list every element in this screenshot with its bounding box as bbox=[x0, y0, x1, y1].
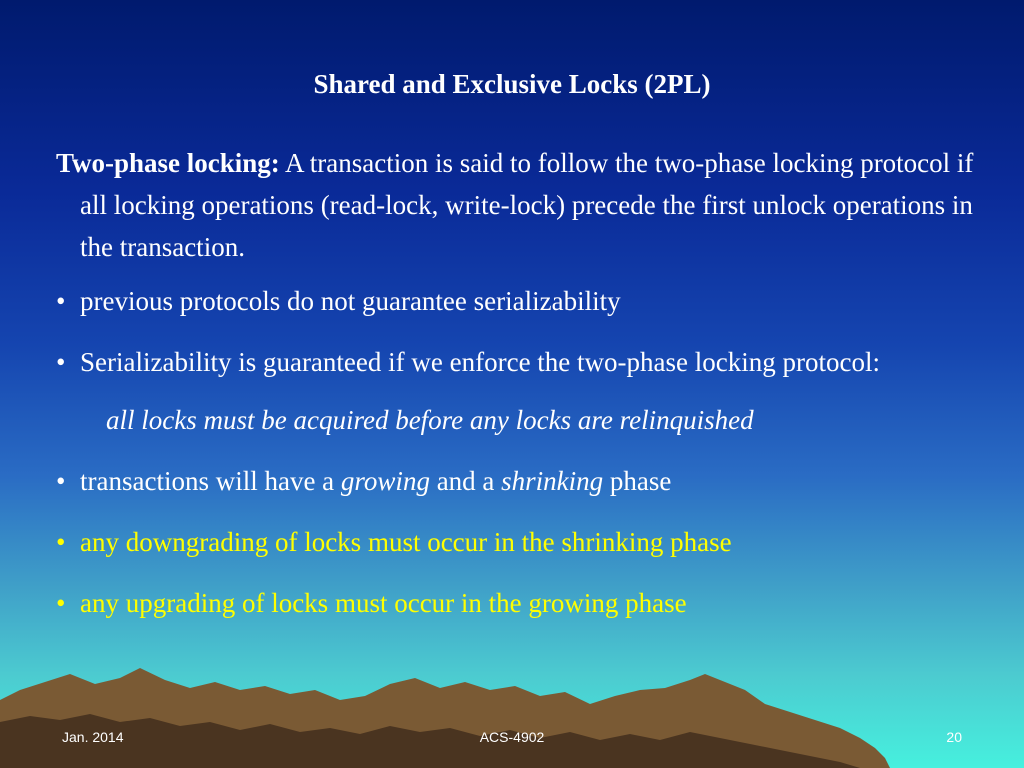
bullet-icon: • bbox=[56, 588, 66, 618]
mountain-range-graphic bbox=[0, 660, 1024, 768]
slide-body bbox=[56, 142, 976, 643]
phases-text-start: transactions will have a bbox=[80, 466, 341, 496]
bullet-text: Serializability is guaranteed if we enforce the two-phase locking protocol: bbox=[80, 347, 880, 377]
phases-text-mid: and a bbox=[429, 466, 502, 496]
definition-text: A transaction is said to follow the two-phase locking protocol if all locking operations (read-lock, write-lock) precede the first unlock operations in the transaction. bbox=[80, 148, 974, 262]
footer-course: ACS-4902 bbox=[479, 729, 545, 745]
bullet-item-phases bbox=[56, 460, 976, 502]
bullet-icon: • bbox=[56, 466, 66, 496]
bullet-icon: • bbox=[56, 527, 66, 557]
bullet-item-downgrading bbox=[56, 521, 976, 563]
footer-page-number: 20 bbox=[946, 729, 962, 745]
footer-date: Jan. 2014 bbox=[62, 729, 124, 745]
bullet-list-phases bbox=[56, 460, 976, 624]
bullet-text bbox=[80, 466, 671, 496]
definition-term: Two-phase locking: bbox=[56, 148, 280, 178]
bullet-icon: • bbox=[56, 286, 66, 316]
two-phase-locking-definition bbox=[56, 142, 976, 268]
bullet-item-serializability-not-guaranteed bbox=[56, 280, 976, 322]
slide-title: Shared and Exclusive Locks (2PL) bbox=[313, 69, 711, 99]
phases-text-end: phase bbox=[603, 466, 672, 496]
growing-term: growing bbox=[340, 466, 430, 496]
bullet-text: previous protocols do not guarantee serializability bbox=[80, 286, 621, 316]
bullet-item-serializability-guaranteed bbox=[56, 341, 976, 383]
bullet-text: any upgrading of locks must occur in the growing phase bbox=[80, 588, 687, 618]
bullet-item-upgrading bbox=[56, 582, 976, 624]
locking-rule: all locks must be acquired before any locks are relinquished bbox=[106, 405, 754, 435]
bullet-text: any downgrading of locks must occur in the shrinking phase bbox=[80, 527, 732, 557]
shrinking-term: shrinking bbox=[501, 466, 604, 496]
bullet-icon: • bbox=[56, 347, 66, 377]
bullet-list bbox=[56, 280, 976, 383]
